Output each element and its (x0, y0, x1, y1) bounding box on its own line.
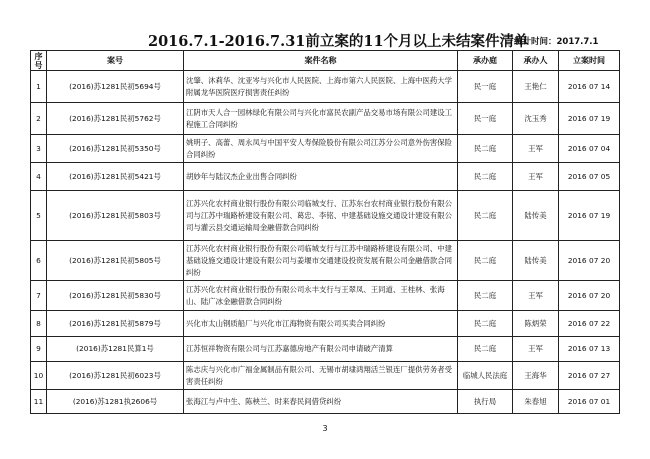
court: 执行局 (458, 390, 513, 414)
case-number: (2016)苏1281民初5830号 (47, 281, 184, 311)
row-index: 1 (31, 71, 47, 103)
judge: 王军 (513, 135, 559, 163)
filed-date: 2016 07 05 (559, 163, 620, 191)
row-index: 9 (31, 337, 47, 362)
court: 民二庭 (458, 135, 513, 163)
row-index: 5 (31, 191, 47, 241)
case-name: 姚明子、高蕾、周永凤与中国平安人寿保险股份有限公司江苏分公司意外伤害保险合同纠纷 (184, 135, 458, 163)
title-row (0, 30, 650, 50)
court: 民二庭 (458, 241, 513, 281)
case-name: 江苏兴化农村商业银行股份有限公司临城支行与江苏中瑞路桥建设有限公司、中建基础设施交通设计建设有限公司与姜堰市交通建设投资发展有限公司金融借款合同纠纷 (184, 241, 458, 281)
case-number: (2016)苏1281民初5350号 (47, 135, 184, 163)
case-name: 兴化市太山钢质船厂与兴化市江海物资有限公司买卖合同纠纷 (184, 311, 458, 337)
judge: 朱春旭 (513, 390, 559, 414)
table-row (31, 135, 620, 163)
header-court: 承办庭 (458, 51, 513, 71)
header-row (31, 51, 620, 71)
case-number: (2016)苏1281民初6023号 (47, 362, 184, 390)
case-name: 江苏兴化农村商业银行股份有限公司永丰支行与王翠凤、王同道、王桂林、张海山、陆广冰金融借款合同纠纷 (184, 281, 458, 311)
judge: 沈玉秀 (513, 103, 559, 135)
filed-date: 2016 07 20 (559, 281, 620, 311)
filed-date: 2016 07 19 (559, 103, 620, 135)
case-name: 江阴市天人合一园林绿化有限公司与兴化市富民农副产品交易市场有限公司建设工程施工合同纠纷 (184, 103, 458, 135)
table-row (31, 191, 620, 241)
table-row (31, 311, 620, 337)
table-row (31, 241, 620, 281)
case-number: (2016)苏1281民初5694号 (47, 71, 184, 103)
court: 民二庭 (458, 163, 513, 191)
case-number: (2016)苏1281执2606号 (47, 390, 184, 414)
court: 民二庭 (458, 337, 513, 362)
stat-time: 统计时间：2017.7.1 (514, 37, 599, 47)
case-number: (2016)苏1281民初5421号 (47, 163, 184, 191)
header-judge: 承办人 (513, 51, 559, 71)
header-filed: 立案时间 (559, 51, 620, 71)
row-index: 7 (31, 281, 47, 311)
header-index: 序号 (31, 51, 47, 71)
row-index: 2 (31, 103, 47, 135)
case-table (30, 50, 620, 414)
document-title: 2016.7.1-2016.7.31前立案的11个月以上未结案件清单 (148, 33, 529, 50)
table-row (31, 337, 620, 362)
judge: 王艳仁 (513, 71, 559, 103)
filed-date: 2016 07 13 (559, 337, 620, 362)
judge: 王军 (513, 337, 559, 362)
row-index: 4 (31, 163, 47, 191)
case-name: 胡妙年与陆汉杰企业出售合同纠纷 (184, 163, 458, 191)
filed-date: 2016 07 20 (559, 241, 620, 281)
row-index: 6 (31, 241, 47, 281)
table-row (31, 362, 620, 390)
filed-date: 2016 07 27 (559, 362, 620, 390)
row-index: 11 (31, 390, 47, 414)
header-case-name: 案件名称 (184, 51, 458, 71)
case-name: 江苏恒祥物资有限公司与江苏嘉德房地产有限公司申请破产清算 (184, 337, 458, 362)
row-index: 10 (31, 362, 47, 390)
court: 民一庭 (458, 71, 513, 103)
judge: 陈炳荣 (513, 311, 559, 337)
table-row (31, 390, 620, 414)
row-index: 3 (31, 135, 47, 163)
case-number: (2016)苏1281民初5805号 (47, 241, 184, 281)
judge: 王军 (513, 163, 559, 191)
judge: 陆传美 (513, 191, 559, 241)
court: 临城人民法庭 (458, 362, 513, 390)
row-index: 8 (31, 311, 47, 337)
case-number: (2016)苏1281民初5762号 (47, 103, 184, 135)
filed-date: 2016 07 14 (559, 71, 620, 103)
filed-date: 2016 07 01 (559, 390, 620, 414)
table-row (31, 163, 620, 191)
judge: 王军 (513, 281, 559, 311)
case-name: 江苏兴化农村商业银行股份有限公司临城支行、江苏东台农村商业银行股份有限公司与江苏中瑞路桥建设有限公司、葛忠、李铭、中建基础设施交通设计建设有限公司与灌云县交通运输局金融借款合同纠纷 (184, 191, 458, 241)
case-number: (2016)苏1281民算1号 (47, 337, 184, 362)
judge: 王海华 (513, 362, 559, 390)
case-name: 沈肇、沐莉华、沈亚岑与兴化市人民医院、上海市第六人民医院、上海中医药大学附属龙华医院医疗损害责任纠纷 (184, 71, 458, 103)
table-row (31, 103, 620, 135)
header-case-no: 案号 (47, 51, 184, 71)
judge: 陆传美 (513, 241, 559, 281)
filed-date: 2016 07 04 (559, 135, 620, 163)
case-number: (2016)苏1281民初5879号 (47, 311, 184, 337)
court: 民二庭 (458, 281, 513, 311)
case-name: 张海江与卢中生、陈秧兰、时来春民间借贷纠纷 (184, 390, 458, 414)
court: 民二庭 (458, 191, 513, 241)
case-name: 陈志庆与兴化市广福金属制品有限公司、无锡市胡埭鸿翔活兰银连厂提供劳务者受害责任纠纷 (184, 362, 458, 390)
table-row (31, 71, 620, 103)
page-number: 3 (322, 424, 328, 433)
filed-date: 2016 07 19 (559, 191, 620, 241)
filed-date: 2016 07 22 (559, 311, 620, 337)
case-number: (2016)苏1281民初5803号 (47, 191, 184, 241)
court: 民一庭 (458, 103, 513, 135)
table-row (31, 281, 620, 311)
court: 民二庭 (458, 311, 513, 337)
